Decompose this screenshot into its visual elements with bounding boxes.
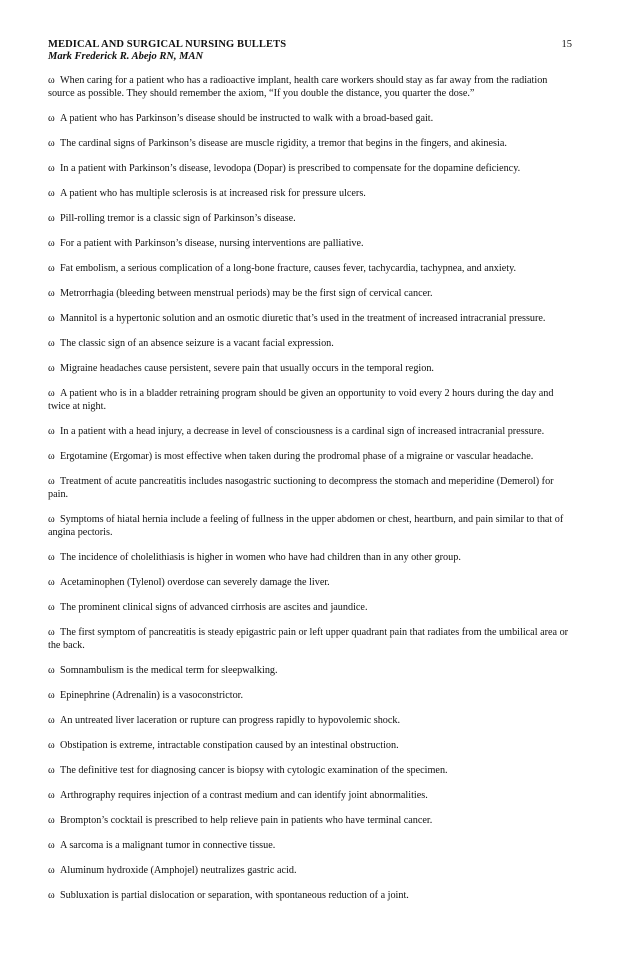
bullet-icon: ω xyxy=(48,213,55,224)
bullet-text: Brompton’s cocktail is prescribed to help relieve pain in patients who have terminal cancer. xyxy=(60,815,433,826)
bullet-item xyxy=(48,362,576,375)
bullet-icon: ω xyxy=(48,188,55,199)
bullet-icon: ω xyxy=(48,113,55,124)
bullet-item xyxy=(48,287,576,300)
bullet-text: Obstipation is extreme, intractable constipation caused by an intestinal obstruction. xyxy=(60,740,399,751)
bullet-item xyxy=(48,513,576,539)
bullet-text: For a patient with Parkinson’s disease, nursing interventions are palliative. xyxy=(60,238,364,249)
bullet-item xyxy=(48,312,576,325)
bullet-icon: ω xyxy=(48,627,55,638)
bullet-icon: ω xyxy=(48,238,55,249)
bullet-icon: ω xyxy=(48,138,55,149)
bullet-text: Epinephrine (Adrenalin) is a vasoconstrictor. xyxy=(60,690,244,701)
bullet-icon: ω xyxy=(48,865,55,876)
bullet-item xyxy=(48,337,576,350)
bullet-item xyxy=(48,212,576,225)
bullet-icon: ω xyxy=(48,740,55,751)
bullet-item xyxy=(48,576,576,589)
bullet-icon: ω xyxy=(48,552,55,563)
bullet-text: Somnambulism is the medical term for sleepwalking. xyxy=(60,665,278,676)
bullet-text: Fat embolism, a serious complication of a long-bone fracture, causes fever, tachycardia, tachypnea, and anxiety. xyxy=(60,263,517,274)
bullet-text: In a patient with a head injury, a decrease in level of consciousness is a cardinal sign of increased intracranial pressure. xyxy=(60,426,545,437)
bullet-text: Symptoms of hiatal hernia include a feeling of fullness in the upper abdomen or chest, heartburn, and pain similar to that of angina pectoris. xyxy=(48,514,564,538)
bullet-item xyxy=(48,475,576,501)
bullet-text: A patient who is in a bladder retraining program should be given an opportunity to void every 2 hours during the day and twice at night. xyxy=(48,388,554,412)
bullet-item xyxy=(48,626,576,652)
bullet-item xyxy=(48,814,576,827)
bullet-icon: ω xyxy=(48,263,55,274)
bullet-list xyxy=(48,74,576,914)
document-title: MEDICAL AND SURGICAL NURSING BULLETS xyxy=(48,39,287,50)
bullet-text: Ergotamine (Ergomar) is most effective when taken during the prodromal phase of a migraine or vascular headache. xyxy=(60,451,534,462)
bullet-icon: ω xyxy=(48,288,55,299)
bullet-item xyxy=(48,889,576,902)
bullet-text: An untreated liver laceration or rupture can progress rapidly to hypovolemic shock. xyxy=(60,715,401,726)
bullet-icon: ω xyxy=(48,163,55,174)
bullet-text: Treatment of acute pancreatitis includes nasogastric suctioning to decompress the stomach and meperidine (Demerol) for pain. xyxy=(48,476,554,500)
bullet-text: Mannitol is a hypertonic solution and an osmotic diuretic that’s used in the treatment of increased intracranial pressure. xyxy=(60,313,546,324)
bullet-item xyxy=(48,689,576,702)
bullet-item xyxy=(48,789,576,802)
bullet-icon: ω xyxy=(48,577,55,588)
bullet-icon: ω xyxy=(48,690,55,701)
page-number: 15 xyxy=(561,39,572,50)
bullet-icon: ω xyxy=(48,602,55,613)
bullet-item xyxy=(48,262,576,275)
bullet-item xyxy=(48,601,576,614)
bullet-icon: ω xyxy=(48,451,55,462)
bullet-item xyxy=(48,864,576,877)
bullet-text: A patient who has multiple sclerosis is at increased risk for pressure ulcers. xyxy=(60,188,366,199)
bullet-icon: ω xyxy=(48,426,55,437)
bullet-item xyxy=(48,137,576,150)
bullet-text: Arthrography requires injection of a contrast medium and can identify joint abnormalities. xyxy=(60,790,428,801)
bullet-text: Subluxation is partial dislocation or separation, with spontaneous reduction of a joint. xyxy=(60,890,409,901)
bullet-icon: ω xyxy=(48,890,55,901)
bullet-text: The classic sign of an absence seizure is a vacant facial expression. xyxy=(60,338,334,349)
bullet-text: The cardinal signs of Parkinson’s disease are muscle rigidity, a tremor that begins in the fingers, and akinesia. xyxy=(60,138,507,149)
bullet-icon: ω xyxy=(48,476,55,487)
bullet-icon: ω xyxy=(48,715,55,726)
bullet-item xyxy=(48,450,576,463)
bullet-item xyxy=(48,162,576,175)
bullet-item xyxy=(48,764,576,777)
author-line: Mark Frederick R. Abejo RN, MAN xyxy=(48,51,204,62)
bullet-text: A patient who has Parkinson’s disease should be instructed to walk with a broad-based gait. xyxy=(60,113,434,124)
bullet-text: The definitive test for diagnosing cancer is biopsy with cytologic examination of the specimen. xyxy=(60,765,448,776)
bullet-icon: ω xyxy=(48,363,55,374)
bullet-item xyxy=(48,187,576,200)
bullet-icon: ω xyxy=(48,75,55,86)
bullet-icon: ω xyxy=(48,840,55,851)
bullet-item xyxy=(48,387,576,413)
bullet-text: The incidence of cholelithiasis is higher in women who have had children than in any other group. xyxy=(60,552,461,563)
bullet-text: The prominent clinical signs of advanced cirrhosis are ascites and jaundice. xyxy=(60,602,368,613)
bullet-item xyxy=(48,74,576,100)
bullet-icon: ω xyxy=(48,815,55,826)
bullet-text: Aluminum hydroxide (Amphojel) neutralizes gastric acid. xyxy=(60,865,297,876)
bullet-icon: ω xyxy=(48,665,55,676)
bullet-icon: ω xyxy=(48,338,55,349)
bullet-icon: ω xyxy=(48,313,55,324)
bullet-icon: ω xyxy=(48,388,55,399)
bullet-text: Pill-rolling tremor is a classic sign of Parkinson’s disease. xyxy=(60,213,296,224)
bullet-item xyxy=(48,739,576,752)
bullet-text: The first symptom of pancreatitis is steady epigastric pain or left upper quadrant pain that radiates from the umbilical area or the back. xyxy=(48,627,569,651)
bullet-item xyxy=(48,425,576,438)
bullet-text: When caring for a patient who has a radioactive implant, health care workers should stay as far away from the radiation source as possible. They should remember the axiom, “If you double the distance, you quarter the dose.” xyxy=(48,75,548,99)
bullet-text: Metrorrhagia (bleeding between menstrual periods) may be the first sign of cervical cancer. xyxy=(60,288,433,299)
bullet-text: Acetaminophen (Tylenol) overdose can severely damage the liver. xyxy=(60,577,330,588)
bullet-item xyxy=(48,237,576,250)
bullet-item xyxy=(48,839,576,852)
bullet-item xyxy=(48,551,576,564)
bullet-text: A sarcoma is a malignant tumor in connective tissue. xyxy=(60,840,276,851)
bullet-item xyxy=(48,664,576,677)
page-header xyxy=(48,39,572,62)
bullet-icon: ω xyxy=(48,514,55,525)
bullet-text: Migraine headaches cause persistent, severe pain that usually occurs in the temporal region. xyxy=(60,363,434,374)
bullet-text: In a patient with Parkinson’s disease, levodopa (Dopar) is prescribed to compensate for the dopamine deficiency. xyxy=(60,163,521,174)
bullet-item xyxy=(48,714,576,727)
bullet-item xyxy=(48,112,576,125)
bullet-icon: ω xyxy=(48,790,55,801)
bullet-icon: ω xyxy=(48,765,55,776)
